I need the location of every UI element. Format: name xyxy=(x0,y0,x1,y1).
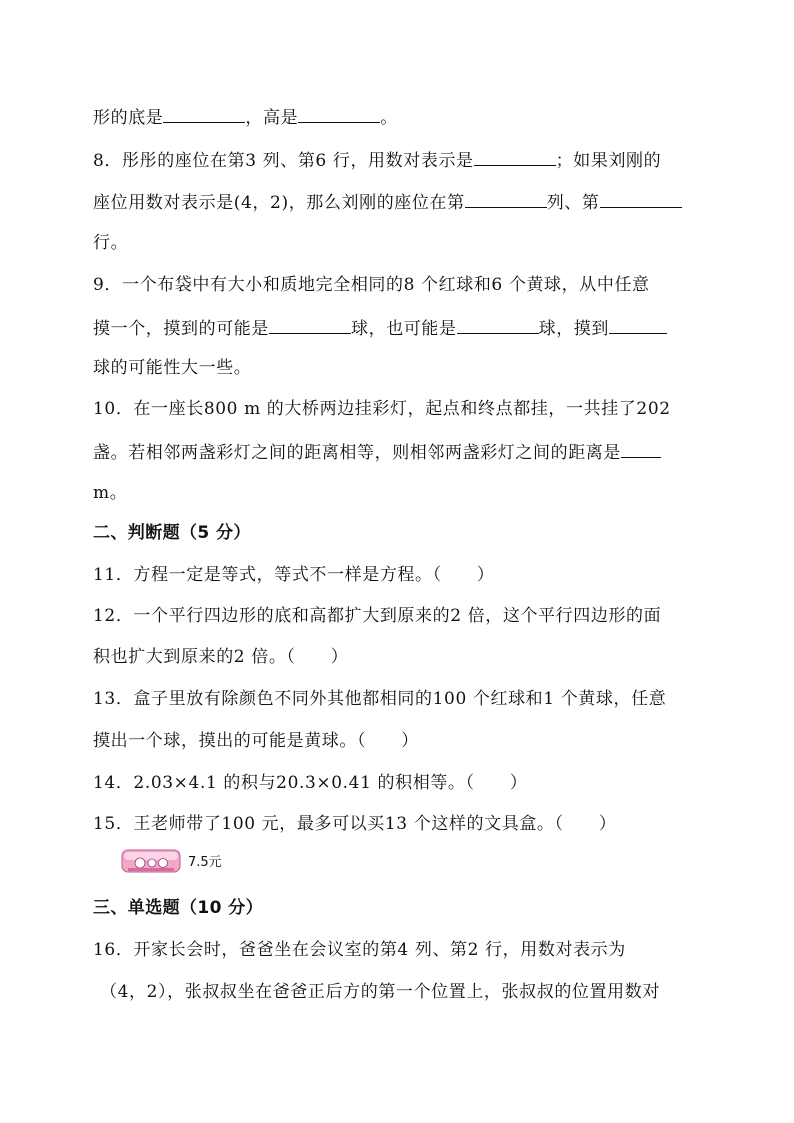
text: 球，摸到 xyxy=(538,319,610,339)
text: 座位用数对表示是(4，2)，那么刘刚的座位在第 xyxy=(93,193,465,213)
answer-blank xyxy=(457,315,539,334)
section-heading-judgement: 二、判断题（5 分） xyxy=(93,523,251,543)
answer-blank xyxy=(600,189,682,208)
q12-line2: 积也扩大到原来的2 倍。（ ） xyxy=(93,647,349,667)
q10-line3: m。 xyxy=(93,483,128,503)
q11: 11．方程一定是等式，等式不一样是方程。（ ） xyxy=(93,565,495,585)
q10-line1: 10．在一座长800 m 的大桥两边挂彩灯，起点和终点都挂，一共挂了202 xyxy=(93,399,671,419)
answer-blank xyxy=(474,147,556,166)
q8-line2 xyxy=(93,189,701,215)
q15: 15．王老师带了100 元，最多可以买13 个这样的文具盒。（ ） xyxy=(93,814,617,834)
answer-blank xyxy=(298,104,380,123)
pencil-box-figure xyxy=(120,842,222,878)
answer-blank xyxy=(465,189,547,208)
q16-line1: 16．开家长会时，爸爸坐在会议室的第4 列、第2 行，用数对表示为 xyxy=(93,940,626,960)
answer-blank xyxy=(163,104,245,123)
q14: 14．2.03×4.1 的积与20.3×0.41 的积相等。（ ） xyxy=(93,773,528,793)
answer-blank xyxy=(609,315,667,334)
q9-line2 xyxy=(93,315,701,341)
text: 8．彤彤的座位在第3 列、第6 行，用数对表示是 xyxy=(93,151,474,171)
text: 形的底是 xyxy=(93,108,164,128)
answer-blank xyxy=(269,315,351,334)
text: ，高是 xyxy=(245,108,299,128)
q10-line2 xyxy=(93,439,701,465)
text: 列、第 xyxy=(546,193,600,213)
q8-line1 xyxy=(93,147,701,173)
text: ；如果刘刚的 xyxy=(555,151,662,171)
text: 。 xyxy=(380,108,398,128)
q7-continuation xyxy=(93,104,701,130)
q12-line1: 12．一个平行四边形的底和高都扩大到原来的2 倍，这个平行四边形的面 xyxy=(93,606,662,626)
price-label: 7.5元 xyxy=(188,854,222,870)
q9-line3: 球的可能性大一些。 xyxy=(93,358,252,378)
section-heading-single-choice: 三、单选题（10 分） xyxy=(93,898,263,918)
q16-line2: （4，2），张叔叔坐在爸爸正后方的第一个位置上，张叔叔的位置用数对 xyxy=(100,982,660,1002)
answer-blank xyxy=(621,439,661,458)
q8-line3: 行。 xyxy=(93,233,129,253)
text: 摸一个，摸到的可能是 xyxy=(93,319,269,339)
q13-line1: 13．盒子里放有除颜色不同外其他都相同的100 个红球和1 个黄球，任意 xyxy=(93,689,667,709)
q13-line2: 摸出一个球，摸出的可能是黄球。（ ） xyxy=(93,731,419,751)
pencil-box-icon xyxy=(120,844,182,876)
q9-line1: 9．一个布袋中有大小和质地完全相同的8 个红球和6 个黄球，从中任意 xyxy=(93,275,650,295)
text: 盏。若相邻两盏彩灯之间的距离相等，则相邻两盏彩灯之间的距离是 xyxy=(93,443,621,463)
text: 球，也可能是 xyxy=(351,319,457,339)
